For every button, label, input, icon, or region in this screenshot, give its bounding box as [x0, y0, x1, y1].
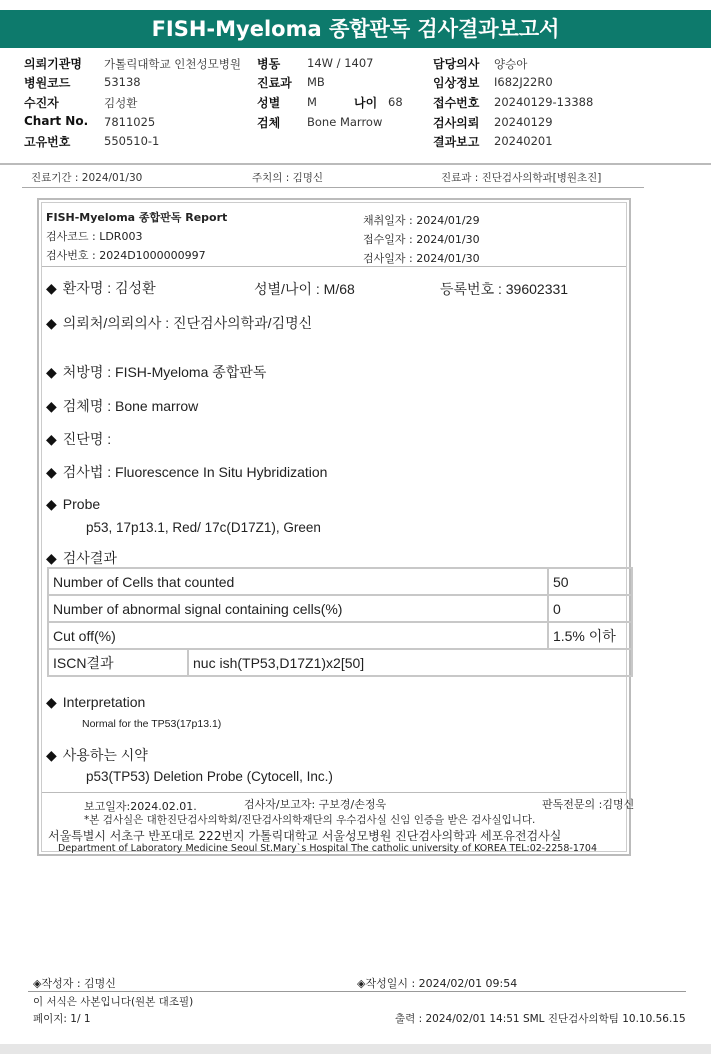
result-value: 1.5% 이하	[548, 622, 632, 649]
certification-note: *본 검사실은 대한진단검사의학회/진단검사의학재단의 우수검사실 신임 인증을 받은 검사실입니다.	[84, 814, 536, 826]
table-row	[48, 622, 632, 649]
treatment-department: 진료과 : 진단검사의학과[병원초진]	[441, 172, 602, 184]
probe-heading: ◆ Probe	[46, 496, 100, 513]
label-attending-doctor: 담당의사	[433, 57, 480, 71]
copy-note: 이 서식은 사본입니다(원본 대조필)	[33, 996, 194, 1008]
reagent-detail: p53(TP53) Deletion Probe (Cytocell, Inc.)	[86, 769, 333, 784]
interpretation-detail: Normal for the TP53(17p13.1)	[82, 718, 222, 730]
label-receipt-no: 접수번호	[433, 96, 480, 110]
probe-detail: p53, 17p13.1, Red/ 17c(D17Z1), Green	[86, 520, 321, 535]
label-examinee: 수진자	[24, 96, 59, 110]
iscn-value: nuc ish(TP53,D17Z1)x2[50]	[188, 649, 632, 676]
value-sex: M	[307, 95, 317, 109]
referrer: ◆ 의뢰처/의뢰의사 : 진단검사의학과/김명신	[46, 313, 312, 333]
test-number: 검사번호 : 2024D1000000997	[46, 249, 206, 262]
result-label: Cut off(%)	[48, 622, 548, 649]
iscn-label: ISCN결과	[48, 649, 188, 676]
sex-age: 성별/나이 : M/68	[254, 281, 355, 297]
table-row	[48, 595, 632, 622]
label-hospital-code: 병원코드	[24, 76, 71, 90]
specimen-name: ◆ 검체명 : Bone marrow	[46, 396, 198, 416]
divider	[28, 991, 686, 992]
result-table	[47, 567, 633, 677]
diagnosis: ◆ 진단명 :	[46, 429, 111, 449]
report-date: 보고일자:2024.02.01.	[84, 800, 197, 813]
result-value: 50	[548, 568, 632, 595]
divider	[0, 163, 711, 165]
examiner-reporter: 검사자/보고자: 구보경/손정욱	[244, 798, 387, 811]
prescription: ◆ 처방명 : FISH-Myeloma 종합판독	[46, 362, 266, 382]
value-examinee: 김성환	[104, 96, 138, 110]
label-sex: 성별	[257, 96, 281, 110]
value-hospital-code: 53138	[104, 75, 141, 89]
divider	[42, 792, 626, 793]
value-unique-no: 550510-1	[104, 134, 160, 148]
collect-date: 채취일자 : 2024/01/29	[363, 214, 480, 227]
label-age: 나이	[354, 96, 378, 110]
result-heading: ◆ 검사결과	[46, 548, 117, 568]
value-ward: 14W / 1407	[307, 56, 374, 70]
page-number: 페이지: 1/ 1	[33, 1013, 91, 1025]
result-label: Number of abnormal signal containing cells(%)	[48, 595, 548, 622]
specialist: 판독전문의 :김명신	[542, 798, 635, 811]
value-requesting-institution: 가톨릭대학교 인천성모병원	[104, 57, 241, 71]
label-department: 진료과	[257, 76, 292, 90]
divider	[42, 266, 626, 267]
value-test-request: 20240129	[494, 115, 553, 129]
label-result-report: 결과보고	[433, 135, 480, 149]
print-info: 출력 : 2024/02/01 14:51 SML 진단검사의학팀 10.10.56.15	[395, 1013, 686, 1025]
value-department: MB	[307, 75, 325, 89]
lab-address: 서울특별시 서초구 반포대로 222번지 가톨릭대학교 서울성모병원 진단검사의학과 세포유전검사실	[48, 829, 562, 843]
label-requesting-institution: 의뢰기관명	[24, 57, 82, 71]
value-result-report: 20240201	[494, 134, 553, 148]
report-document	[37, 198, 635, 856]
test-code: 검사코드 : LDR003	[46, 230, 143, 243]
result-label: Number of Cells that counted	[48, 568, 548, 595]
test-date: 검사일자 : 2024/01/30	[363, 252, 480, 265]
label-chart-no: Chart No.	[24, 114, 89, 128]
lab-address-english: Department of Laboratory Medicine Seoul St.Mary`s Hospital The catholic university of KOREA TEL:02-2258-1704	[58, 843, 598, 854]
value-clinical-info: I682J22R0	[494, 75, 553, 89]
value-attending-doctor: 양승아	[494, 57, 528, 71]
label-clinical-info: 임상정보	[433, 76, 480, 90]
test-method: ◆ 검사법 : Fluorescence In Situ Hybridization	[46, 462, 327, 482]
report-heading: FISH-Myeloma 종합판독 Report	[46, 211, 228, 224]
page-edge	[0, 1044, 711, 1054]
label-test-request: 검사의뢰	[433, 116, 480, 130]
treatment-period: 진료기간 : 2024/01/30	[31, 172, 143, 184]
reagent-heading: ◆ 사용하는 시약	[46, 745, 148, 765]
page-title: FISH-Myeloma 종합판독 검사결과보고서	[0, 10, 711, 48]
table-row	[48, 649, 632, 676]
written-datetime: ◈작성일시 : 2024/02/01 09:54	[357, 977, 518, 990]
registration-number: 등록번호 : 39602331	[440, 281, 569, 297]
result-value: 0	[548, 595, 632, 622]
attending-physician: 주치의 : 김명신	[252, 172, 324, 184]
label-specimen: 검체	[257, 116, 281, 130]
value-age: 68	[388, 95, 403, 109]
value-receipt-no: 20240129-13388	[494, 95, 594, 109]
divider	[22, 187, 644, 188]
label-ward: 병동	[257, 57, 281, 71]
value-chart-no: 7811025	[104, 115, 156, 129]
label-unique-no: 고유번호	[24, 135, 71, 149]
value-specimen: Bone Marrow	[307, 115, 383, 129]
table-row	[48, 568, 632, 595]
writer: ◈작성자 : 김명신	[33, 977, 116, 990]
patient-name: ◆ 환자명 : 김성환	[46, 278, 156, 298]
receive-date: 접수일자 : 2024/01/30	[363, 233, 480, 246]
interpretation-heading: ◆ Interpretation	[46, 694, 145, 711]
